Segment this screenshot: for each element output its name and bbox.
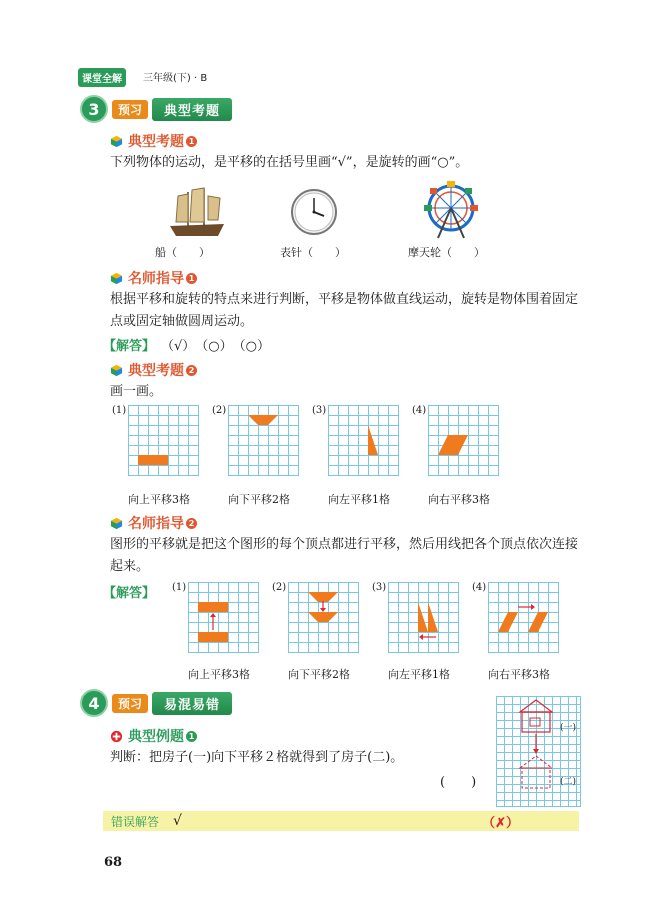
guide1-heading — [110, 268, 197, 288]
caption-4: 向右平移3格 — [428, 493, 490, 506]
caption-2: 向下平移2格 — [228, 493, 290, 506]
q2-grid-2 — [228, 405, 299, 476]
ans-caption-3: 向左平移1格 — [388, 668, 450, 681]
cube-icon — [110, 517, 123, 530]
ex1-bracket: ( ) — [440, 775, 477, 790]
wrong-answer-label: 错误解答 — [111, 814, 160, 829]
section-number: 4 — [80, 689, 108, 717]
section-tag: 预习 — [112, 100, 148, 119]
house-1-label: (一) — [560, 723, 577, 733]
answer1-row — [103, 335, 270, 354]
ship-option: 船（ ） — [155, 246, 210, 259]
grid3-label: (3) — [312, 405, 327, 416]
ex1-heading-text: 典型例题 — [128, 729, 184, 745]
ferris-option: 摩天轮（ ） — [408, 246, 485, 259]
q2-text: 画一画。 — [110, 384, 163, 399]
guide1-text: 根据平移和旋转的特点来进行判断，平移是物体做直线运动，旋转是物体围着固定点或固定轴做圆周运动。 — [110, 292, 579, 329]
caption-3: 向左平移1格 — [328, 493, 390, 506]
guide2-text: 图形的平移就是把这个图形的每个顶点都进行平移，然后用线把各个顶点依次连接起来。 — [110, 537, 579, 574]
q2-heading — [110, 360, 197, 380]
ans-grid3-label: (3) — [372, 582, 387, 593]
ans-caption-2: 向下平移2格 — [288, 668, 350, 681]
caption-1: 向上平移3格 — [128, 493, 190, 506]
book-badge: 课堂全解 — [78, 68, 126, 87]
section-number: 3 — [80, 95, 108, 123]
ex1-number-badge: 1 — [186, 731, 197, 742]
grade-label: 三年级(下) · B — [143, 73, 208, 84]
ex1-text: 判断：把房子(一)向下平移２格就得到了房子(二)。 — [110, 750, 404, 765]
guide1-number-badge: 1 — [186, 273, 197, 284]
guide1-heading-text: 名师指导 — [128, 271, 184, 287]
section-3-banner — [80, 98, 232, 120]
wrong-mark: √ — [173, 813, 182, 829]
answer1-text: （√） （○） （○） — [161, 339, 270, 354]
ans-grid4-label: (4) — [472, 582, 487, 593]
q1-heading-text: 典型考题 — [128, 134, 184, 150]
wrong-answer-bar — [103, 811, 579, 831]
grid2-label: (2) — [212, 405, 227, 416]
q2-grid-1 — [128, 405, 199, 476]
ferris-wheel-illustration — [418, 180, 484, 242]
q1-text: 下列物体的运动，是平移的在括号里画“√”，是旋转的画“○”。 — [110, 155, 469, 170]
plus-circle-icon — [110, 730, 123, 743]
answer-grid-4 — [488, 582, 559, 653]
grid1-label: (1) — [112, 405, 127, 416]
ans-grid2-label: (2) — [272, 582, 287, 593]
q1-number-badge: 1 — [186, 136, 197, 147]
ship-illustration — [166, 184, 228, 240]
q2-grid-4 — [428, 405, 499, 476]
section-4-banner — [80, 692, 232, 714]
q2-number-badge: 2 — [186, 365, 197, 376]
cube-icon — [110, 272, 123, 285]
cube-icon — [110, 135, 123, 148]
answer-grid-3 — [388, 582, 459, 653]
correct-mark: （✗） — [482, 815, 519, 831]
section-tag: 预习 — [112, 694, 148, 713]
q2-grid-3 — [328, 405, 399, 476]
guide2-number-badge: 2 — [186, 518, 197, 529]
answer-grid-1 — [188, 582, 259, 653]
guide2-heading — [110, 513, 197, 533]
section-title: 典型考题 — [152, 98, 232, 121]
cube-icon — [110, 364, 123, 377]
ans-grid1-label: (1) — [172, 582, 187, 593]
answer1-label: 【解答】 — [103, 339, 156, 354]
section-title: 易混易错 — [152, 692, 232, 715]
answer-grid-2 — [288, 582, 359, 653]
q1-heading — [110, 131, 197, 151]
house-grid — [496, 696, 581, 807]
house-2-label: (二) — [560, 777, 577, 787]
grid4-label: (4) — [412, 405, 427, 416]
ex1-heading — [110, 726, 197, 746]
clock-illustration — [290, 188, 338, 236]
q2-heading-text: 典型考题 — [128, 363, 184, 379]
clock-option: 表针（ ） — [280, 246, 346, 259]
ans-caption-1: 向上平移3格 — [188, 668, 250, 681]
guide2-heading-text: 名师指导 — [128, 516, 184, 532]
answer2-label: 【解答】 — [103, 586, 156, 601]
page-number: 68 — [104, 855, 123, 870]
ans-caption-4: 向右平移3格 — [488, 668, 550, 681]
